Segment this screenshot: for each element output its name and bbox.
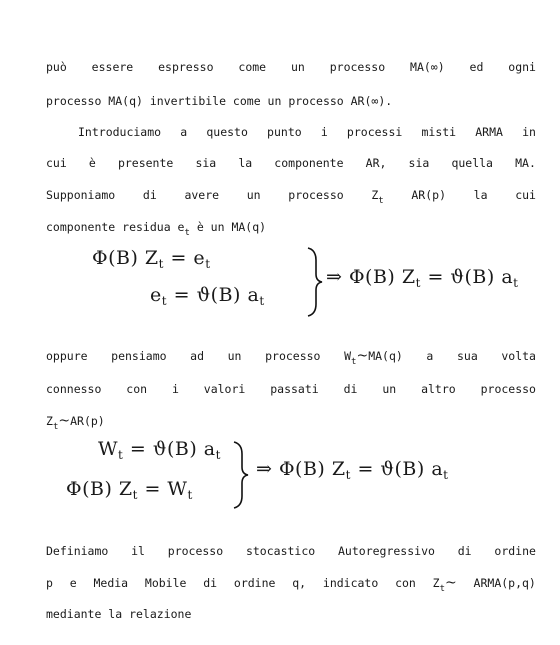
word: un <box>382 382 397 396</box>
word: i <box>171 382 179 396</box>
subscript: t <box>215 448 221 462</box>
word: ordine <box>233 576 276 590</box>
word: Supponiamo <box>46 188 116 202</box>
word: cui <box>46 156 67 170</box>
word: passati <box>270 382 319 396</box>
word: è <box>88 156 96 170</box>
word: a <box>426 349 434 363</box>
equation2-row1 <box>98 438 221 462</box>
word: p <box>46 576 53 590</box>
word: ed <box>469 60 484 74</box>
word: MA. <box>515 156 536 170</box>
text-line <box>78 125 536 139</box>
implies-arrow: ⇒ <box>256 458 273 480</box>
word: espresso <box>158 60 214 74</box>
word: punto <box>267 125 302 139</box>
word: la <box>473 188 488 202</box>
text-line <box>46 414 536 434</box>
subscript: t <box>378 196 384 206</box>
word: quella <box>451 156 493 170</box>
text-line <box>46 220 536 240</box>
word: componente <box>274 156 344 170</box>
text-part: componente residua e <box>46 220 185 234</box>
word: connesso <box>46 382 102 396</box>
text-line <box>46 349 536 369</box>
subscripted-symbol <box>371 188 383 208</box>
implies-arrow: ⇒ <box>326 266 343 288</box>
word: q, <box>292 576 307 590</box>
text-part: è un MA(q) <box>189 220 267 234</box>
word: questo <box>206 125 248 139</box>
subscript: t <box>351 357 357 367</box>
math-part: Φ(B) Z <box>278 458 346 480</box>
text-part: AR(p) <box>70 414 105 428</box>
word: processi <box>346 125 403 139</box>
math-part: e <box>150 284 162 306</box>
word: può <box>46 60 67 74</box>
text-span: processo MA(q) invertibile come un processo AR(∞). <box>46 94 393 108</box>
math-part: Φ(B) Z <box>92 247 159 269</box>
text-span <box>46 414 105 434</box>
word: sia <box>195 156 217 170</box>
word: il <box>131 544 145 558</box>
equation2-row2 <box>66 478 193 502</box>
subscripted-symbol <box>433 576 457 596</box>
subscripted-symbol <box>344 349 403 369</box>
word: sua <box>456 349 478 363</box>
word: come <box>238 60 267 74</box>
word: un <box>290 60 305 74</box>
word: processo <box>288 188 344 202</box>
text-span <box>46 220 266 240</box>
math-part: = ϑ(B) a <box>167 284 260 306</box>
word: AR(p) <box>411 188 446 202</box>
right-brace-icon <box>306 246 324 318</box>
word: ordine <box>494 544 536 558</box>
equation1-row1 <box>92 247 211 271</box>
tilde-icon: ~ <box>445 575 457 591</box>
word: misti <box>421 125 457 139</box>
word: avere <box>184 188 220 202</box>
word: altro <box>421 382 456 396</box>
word: ARMA(p,q) <box>473 576 536 590</box>
math-part: = e <box>163 247 206 269</box>
text-line <box>46 607 536 621</box>
word: Autoregressivo <box>338 544 435 558</box>
word: in <box>522 125 536 139</box>
word: un <box>246 188 261 202</box>
subscript: t <box>439 584 446 594</box>
subscript: t <box>158 257 164 271</box>
tilde-icon: ~ <box>356 348 369 364</box>
word: pensiamo <box>111 349 167 363</box>
word: con <box>126 382 148 396</box>
word: Definiamo <box>46 544 109 558</box>
subscript: t <box>184 228 190 238</box>
subscript: t <box>345 468 351 482</box>
subscript: t <box>132 488 138 502</box>
equation1-row2 <box>150 284 265 308</box>
word: processo <box>265 349 321 363</box>
text-line <box>46 188 536 208</box>
word: un <box>227 349 242 363</box>
word: processo <box>480 382 536 396</box>
subscript: t <box>52 422 59 432</box>
subscript: t <box>161 294 168 308</box>
word: valori <box>203 382 246 396</box>
text-line <box>46 156 536 170</box>
word: ad <box>190 349 205 363</box>
math-part: W <box>98 438 119 460</box>
word: e <box>69 576 77 590</box>
right-brace-icon <box>232 440 250 510</box>
tilde-icon: ~ <box>58 413 71 429</box>
math-part: = ϑ(B) a <box>123 438 216 460</box>
word: la <box>238 156 253 170</box>
word: stocastico <box>245 544 316 558</box>
equation1-result <box>326 266 518 290</box>
symbol: Z <box>432 576 440 590</box>
subscript: t <box>259 294 265 308</box>
word: ARMA <box>475 125 503 139</box>
word: processo <box>329 60 386 74</box>
word: essere <box>91 60 134 74</box>
word: ogni <box>508 60 536 74</box>
word: MA(∞) <box>410 60 445 74</box>
word: di <box>203 576 218 590</box>
text-line <box>46 576 536 596</box>
math-part: = ϑ(B) a <box>350 458 444 480</box>
subscript: t <box>205 257 211 271</box>
subscript: t <box>443 468 449 482</box>
equation2-result <box>256 458 448 482</box>
word: di <box>343 382 358 396</box>
text-line <box>46 94 536 108</box>
word: con <box>395 576 416 590</box>
word: indicato <box>322 576 379 590</box>
word: presente <box>117 156 174 170</box>
text-part: Z <box>46 414 53 428</box>
math-part: = W <box>137 478 188 500</box>
subscript: t <box>513 276 519 290</box>
subscript: t <box>187 488 193 502</box>
word: i <box>320 125 328 139</box>
text-line <box>46 382 536 396</box>
math-part: Φ(B) Z <box>348 266 416 288</box>
text-line <box>46 60 536 74</box>
word: oppure <box>46 349 88 363</box>
math-part: Φ(B) Z <box>66 478 133 500</box>
word: Introduciamo <box>78 125 162 139</box>
word: cui <box>515 188 536 202</box>
word: a <box>180 125 188 139</box>
word: MA(q) <box>368 349 403 363</box>
word: Mobile <box>144 576 187 590</box>
word: sia <box>408 156 430 170</box>
math-part: = ϑ(B) a <box>420 266 514 288</box>
symbol: W <box>344 349 352 363</box>
word: Media <box>93 576 129 590</box>
word: volta <box>501 349 536 363</box>
word: processo <box>167 544 224 558</box>
subscript: t <box>118 448 124 462</box>
symbol: Z <box>371 188 379 202</box>
text-span: mediante la relazione <box>46 607 192 621</box>
text-line <box>46 544 536 558</box>
word: AR, <box>365 156 387 170</box>
word: di <box>142 188 157 202</box>
subscript: t <box>415 276 421 290</box>
word: di <box>457 544 472 558</box>
